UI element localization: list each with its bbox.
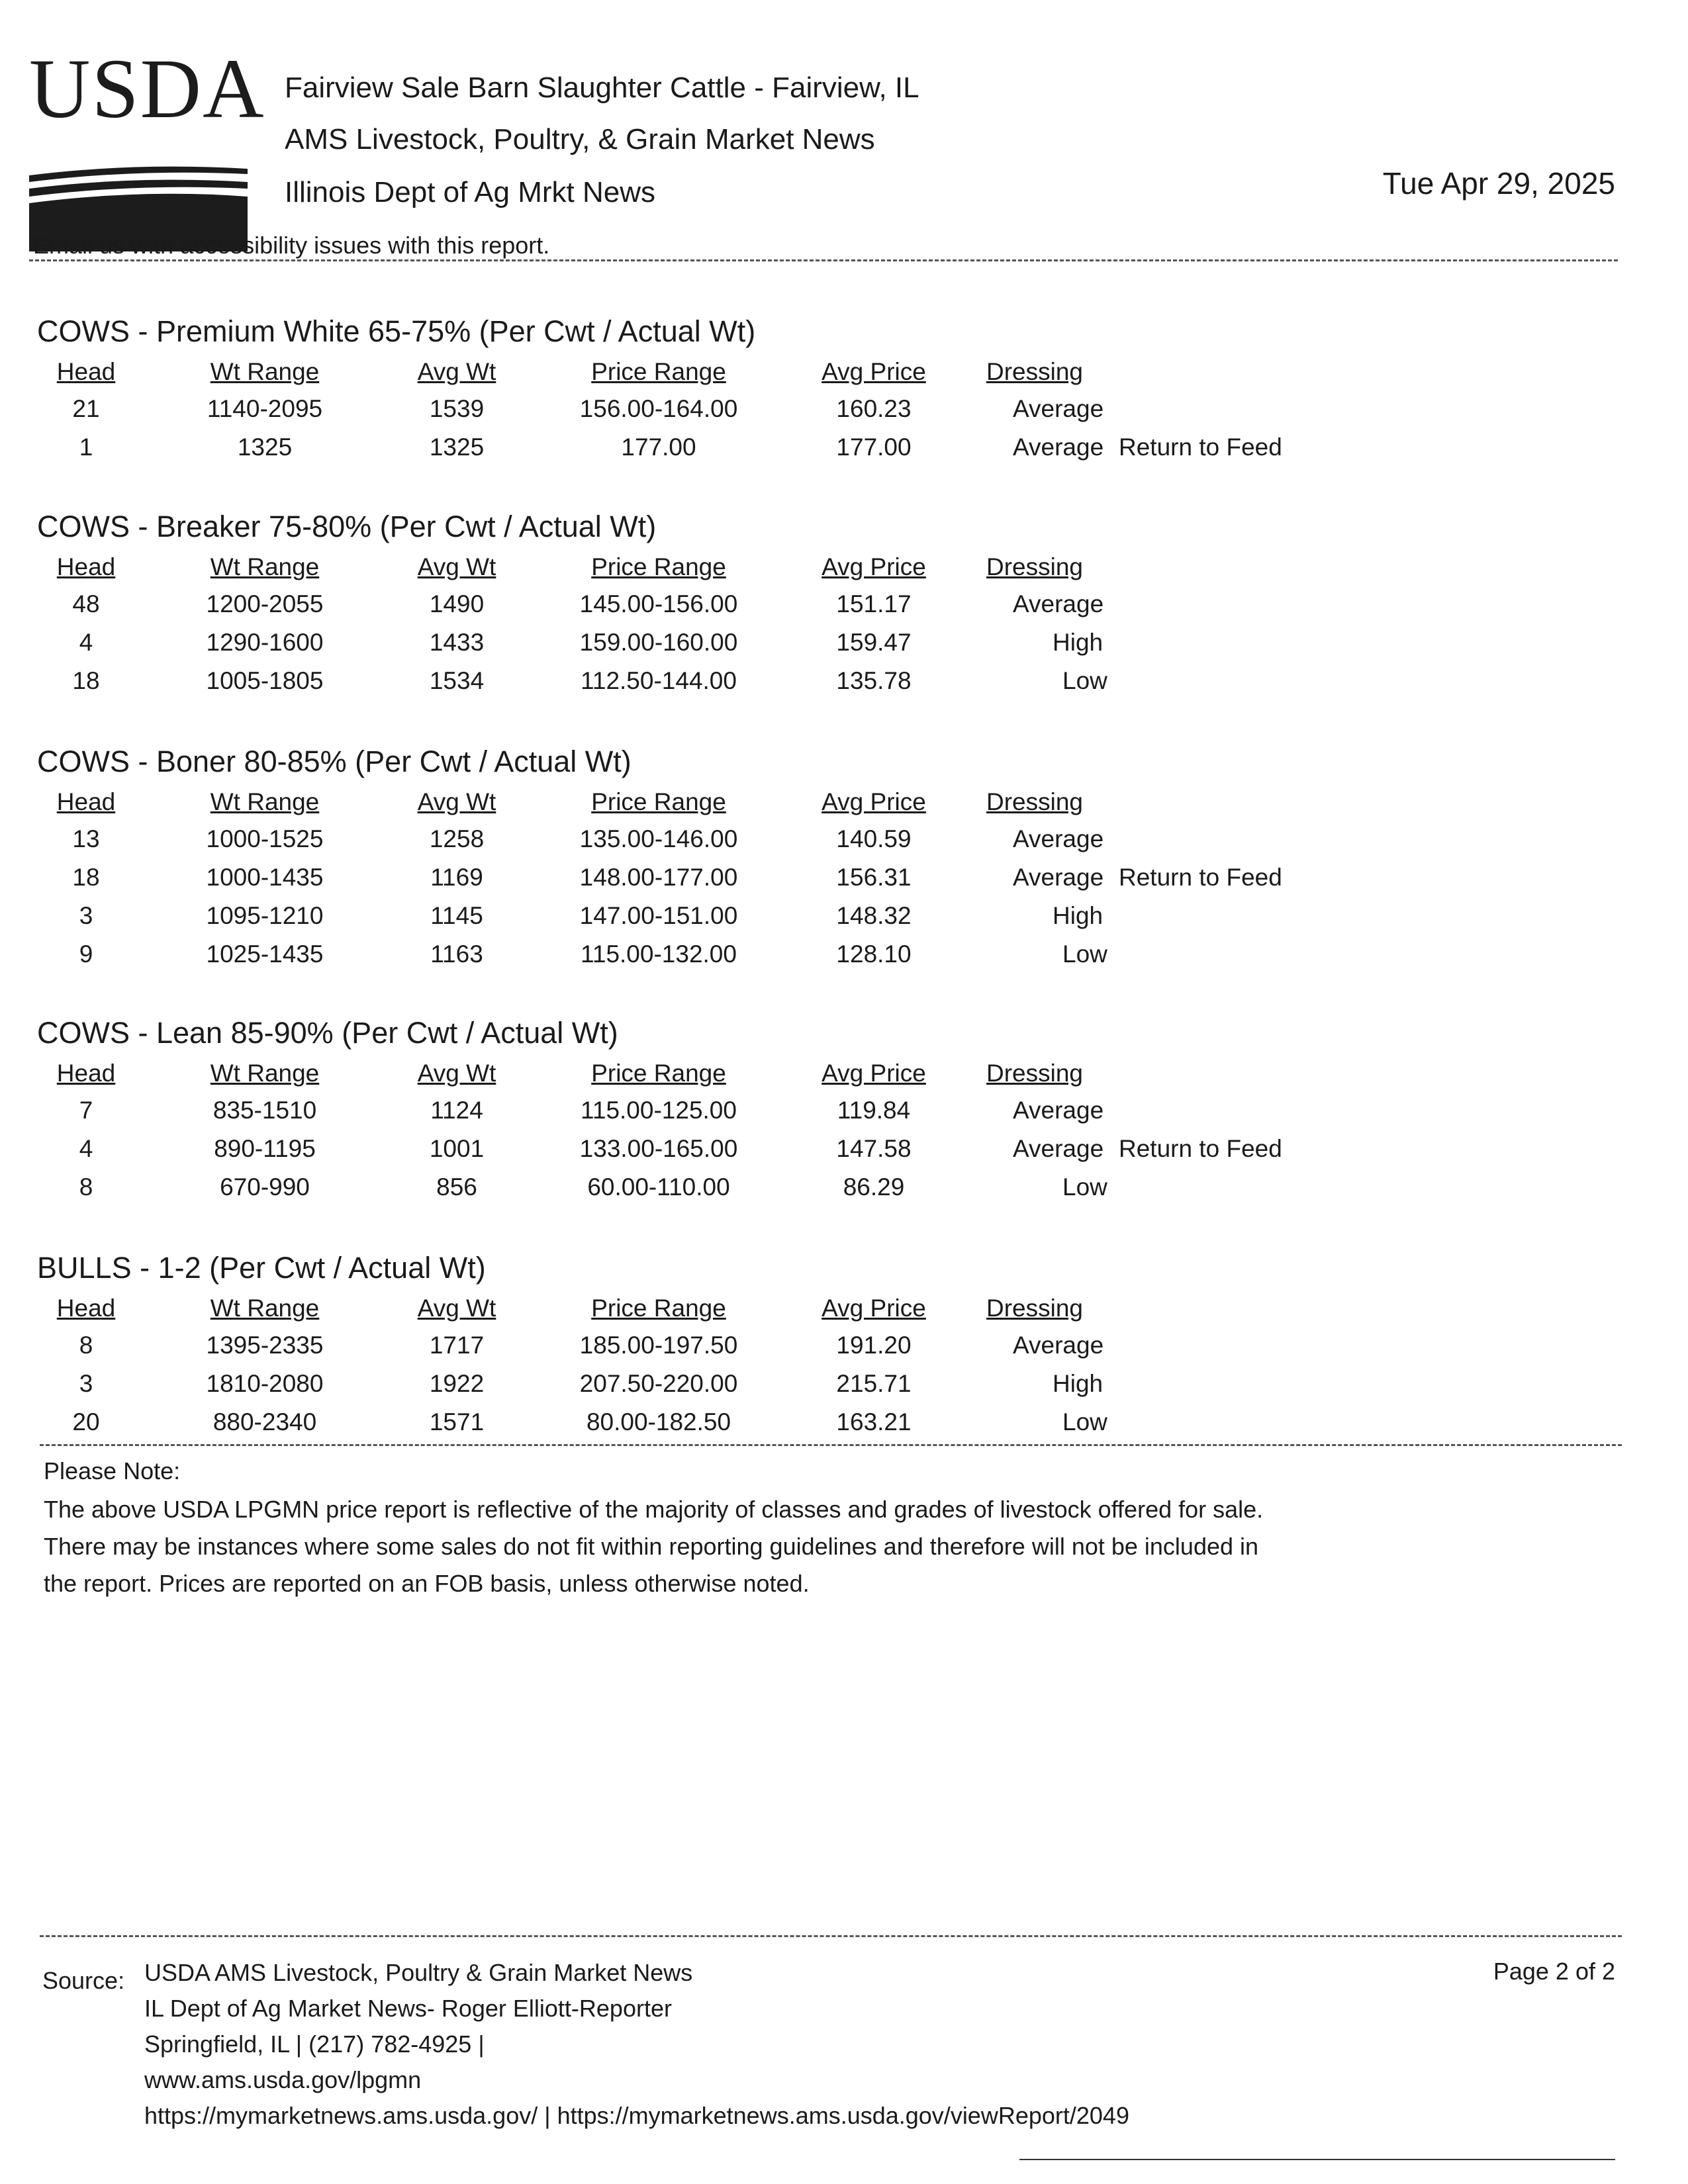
cell-wt-range: 1140-2095 — [207, 395, 323, 422]
cell-avg-price: 147.58 — [836, 1135, 912, 1162]
note-heading: Please Note: — [44, 1457, 181, 1484]
column-header-price-range: Price Range — [591, 553, 726, 580]
source-line-3: Springfield, IL | (217) 782-4925 | — [144, 2030, 485, 2058]
cell-wt-range: 890-1195 — [214, 1135, 316, 1162]
section-title: COWS - Boner 80-85% (Per Cwt / Actual Wt) — [37, 745, 632, 778]
cell-avg-wt: 1433 — [429, 629, 485, 656]
column-header-avg-wt: Avg Wt — [417, 358, 496, 385]
column-header-price-range: Price Range — [591, 788, 726, 815]
cell-head: 18 — [72, 864, 100, 891]
cell-price-range: 80.00-182.50 — [586, 1408, 731, 1435]
cell-dressing: Low — [1062, 1173, 1107, 1201]
cell-avg-price: 119.84 — [837, 1097, 911, 1124]
column-header-wt-range: Wt Range — [210, 553, 320, 580]
bottom-line — [1019, 2159, 1615, 2160]
cell-avg-price: 159.47 — [836, 629, 912, 656]
cell-note: Return to Feed — [1119, 864, 1282, 891]
cell-avg-wt: 856 — [436, 1173, 477, 1201]
section-title: COWS - Lean 85-90% (Per Cwt / Actual Wt) — [37, 1016, 618, 1050]
cell-dressing: Low — [1062, 940, 1107, 968]
column-header-avg-wt: Avg Wt — [417, 553, 496, 580]
cell-head: 13 — [72, 825, 100, 852]
column-header-avg-price: Avg Price — [821, 1295, 926, 1322]
column-header-wt-range: Wt Range — [210, 1060, 320, 1087]
cell-avg-price: 128.10 — [836, 940, 912, 968]
cell-avg-price: 156.31 — [836, 864, 912, 891]
source-links-mymarketnews[interactable]: https://mymarketnews.ams.usda.gov/ | https://mymarketnews.ams.usda.gov/viewReport/2049 — [144, 2102, 1129, 2129]
column-header-avg-wt: Avg Wt — [417, 1060, 496, 1087]
cell-dressing: High — [1053, 629, 1103, 656]
cell-dressing: Low — [1062, 1408, 1107, 1435]
cell-price-range: 156.00-164.00 — [579, 395, 738, 422]
cell-avg-wt: 1001 — [429, 1135, 485, 1162]
cell-head: 48 — [72, 590, 100, 617]
cell-avg-price: 151.17 — [836, 590, 912, 617]
cell-head: 4 — [79, 1135, 93, 1162]
cell-price-range: 177.00 — [621, 433, 696, 461]
cell-wt-range: 835-1510 — [212, 1097, 317, 1124]
column-header-avg-price: Avg Price — [821, 553, 926, 580]
usda-logo — [29, 42, 265, 218]
cell-price-range: 115.00-132.00 — [581, 940, 737, 968]
cell-avg-wt: 1571 — [429, 1408, 485, 1435]
column-header-price-range: Price Range — [591, 1295, 726, 1322]
cell-head: 18 — [72, 667, 100, 694]
report-subtitle: AMS Livestock, Poultry, & Grain Market News — [285, 123, 875, 156]
cell-wt-range: 1810-2080 — [206, 1370, 324, 1397]
column-header-dressing: Dressing — [986, 358, 1083, 385]
cell-avg-price: 191.20 — [836, 1332, 912, 1359]
source-label: Source: — [42, 1967, 125, 1994]
cell-wt-range: 1395-2335 — [206, 1332, 324, 1359]
cell-dressing: High — [1053, 902, 1103, 929]
cell-wt-range: 1200-2055 — [206, 590, 324, 617]
cell-avg-price: 148.32 — [836, 902, 912, 929]
cell-price-range: 148.00-177.00 — [579, 864, 738, 891]
cell-avg-price: 163.21 — [836, 1408, 912, 1435]
cell-avg-wt: 1169 — [430, 864, 483, 891]
column-header-avg-price: Avg Price — [821, 1060, 926, 1087]
column-header-avg-wt: Avg Wt — [417, 1295, 496, 1322]
cell-dressing: Average — [1013, 864, 1104, 891]
column-header-head: Head — [56, 358, 116, 385]
column-header-dressing: Dressing — [986, 553, 1083, 580]
cell-price-range: 115.00-125.00 — [581, 1097, 737, 1124]
section-title: BULLS - 1-2 (Per Cwt / Actual Wt) — [37, 1251, 486, 1285]
column-header-price-range: Price Range — [591, 1060, 726, 1087]
cell-dressing: Average — [1013, 433, 1104, 461]
column-header-head: Head — [56, 1060, 116, 1087]
section-title: COWS - Breaker 75-80% (Per Cwt / Actual Wt) — [37, 510, 657, 543]
column-header-dressing: Dressing — [986, 1060, 1083, 1087]
cell-head: 20 — [72, 1408, 100, 1435]
cell-avg-wt: 1145 — [430, 902, 483, 929]
cell-note: Return to Feed — [1119, 1135, 1282, 1162]
cell-avg-wt: 1922 — [429, 1370, 485, 1397]
table-divider — [40, 1444, 1622, 1446]
cell-head: 8 — [79, 1332, 93, 1359]
cell-avg-wt: 1534 — [429, 667, 485, 694]
cell-head: 3 — [79, 1370, 93, 1397]
cell-price-range: 135.00-146.00 — [579, 825, 738, 852]
column-header-wt-range: Wt Range — [210, 1295, 320, 1322]
cell-dressing: Average — [1013, 395, 1104, 422]
cell-note: Return to Feed — [1119, 433, 1282, 461]
cell-avg-price: 160.23 — [836, 395, 912, 422]
source-line-1: USDA AMS Livestock, Poultry & Grain Market News — [144, 1959, 693, 1986]
cell-head: 9 — [79, 940, 93, 968]
cell-head: 8 — [79, 1173, 93, 1201]
cell-avg-price: 177.00 — [836, 433, 912, 461]
cell-wt-range: 1005-1805 — [206, 667, 324, 694]
source-line-2: IL Dept of Ag Market News- Roger Elliott-Reporter — [144, 1995, 672, 2022]
cell-price-range: 133.00-165.00 — [579, 1135, 738, 1162]
column-header-head: Head — [56, 553, 116, 580]
cell-avg-wt: 1325 — [429, 433, 485, 461]
column-header-avg-price: Avg Price — [821, 788, 926, 815]
column-header-price-range: Price Range — [591, 358, 726, 385]
note-line-1: The above USDA LPGMN price report is reflective of the majority of classes and grades of livestock offered for sale. — [44, 1496, 1264, 1523]
cell-avg-wt: 1539 — [429, 395, 485, 422]
page-number: Page 2 of 2 — [1493, 1958, 1615, 1985]
cell-price-range: 145.00-156.00 — [579, 590, 738, 617]
column-header-avg-price: Avg Price — [821, 358, 926, 385]
cell-wt-range: 1290-1600 — [206, 629, 324, 656]
accessibility-email-link[interactable]: Email us with accessibility issues with this report. — [33, 232, 550, 259]
cell-avg-wt: 1124 — [430, 1097, 483, 1124]
column-header-wt-range: Wt Range — [210, 358, 320, 385]
cell-wt-range: 1095-1210 — [206, 902, 324, 929]
cell-price-range: 147.00-151.00 — [579, 902, 738, 929]
header-divider — [29, 259, 1618, 261]
cell-wt-range: 1325 — [237, 433, 293, 461]
cell-dressing: Average — [1013, 1135, 1104, 1162]
cell-dressing: High — [1053, 1370, 1103, 1397]
cell-price-range: 185.00-197.50 — [579, 1332, 738, 1359]
column-header-dressing: Dressing — [986, 788, 1083, 815]
cell-avg-wt: 1490 — [429, 590, 485, 617]
cell-head: 21 — [72, 395, 100, 422]
note-line-3: the report. Prices are reported on an FOB basis, unless otherwise noted. — [44, 1570, 810, 1597]
cell-head: 1 — [79, 433, 93, 461]
cell-avg-price: 140.59 — [836, 825, 912, 852]
cell-avg-wt: 1163 — [430, 940, 483, 968]
footer-divider — [40, 1935, 1622, 1937]
cell-avg-price: 86.29 — [843, 1173, 905, 1201]
cell-wt-range: 1025-1435 — [206, 940, 324, 968]
cell-head: 7 — [79, 1097, 93, 1124]
section-title: COWS - Premium White 65-75% (Per Cwt / Actual Wt) — [37, 314, 756, 348]
cell-avg-price: 215.71 — [836, 1370, 912, 1397]
cell-dressing: Average — [1013, 1097, 1104, 1124]
cell-dressing: Average — [1013, 1332, 1104, 1359]
cell-price-range: 112.50-144.00 — [581, 667, 737, 694]
cell-price-range: 60.00-110.00 — [587, 1173, 730, 1201]
column-header-head: Head — [56, 788, 116, 815]
cell-price-range: 159.00-160.00 — [579, 629, 738, 656]
usda-logo-text: USDA — [29, 42, 265, 136]
cell-avg-price: 135.78 — [836, 667, 912, 694]
cell-avg-wt: 1717 — [429, 1332, 485, 1359]
column-header-wt-range: Wt Range — [210, 788, 320, 815]
column-header-head: Head — [56, 1295, 116, 1322]
cell-wt-range: 1000-1435 — [206, 864, 324, 891]
source-link-lpgmn[interactable]: www.ams.usda.gov/lpgmn — [144, 2066, 422, 2093]
cell-price-range: 207.50-220.00 — [579, 1370, 738, 1397]
cell-dressing: Low — [1062, 667, 1107, 694]
column-header-avg-wt: Avg Wt — [417, 788, 496, 815]
cell-dressing: Average — [1013, 825, 1104, 852]
report-title: Fairview Sale Barn Slaughter Cattle - Fairview, IL — [285, 71, 919, 104]
cell-dressing: Average — [1013, 590, 1104, 617]
note-line-2: There may be instances where some sales do not fit within reporting guidelines and therefore will not be included in — [44, 1533, 1259, 1560]
cell-head: 4 — [79, 629, 93, 656]
cell-wt-range: 670-990 — [220, 1173, 310, 1201]
cell-wt-range: 880-2340 — [212, 1408, 317, 1435]
cell-avg-wt: 1258 — [429, 825, 485, 852]
report-agency: Illinois Dept of Ag Mrkt News — [285, 176, 655, 208]
cell-wt-range: 1000-1525 — [206, 825, 324, 852]
column-header-dressing: Dressing — [986, 1295, 1083, 1322]
report-date: Tue Apr 29, 2025 — [1382, 166, 1615, 201]
cell-head: 3 — [79, 902, 93, 929]
